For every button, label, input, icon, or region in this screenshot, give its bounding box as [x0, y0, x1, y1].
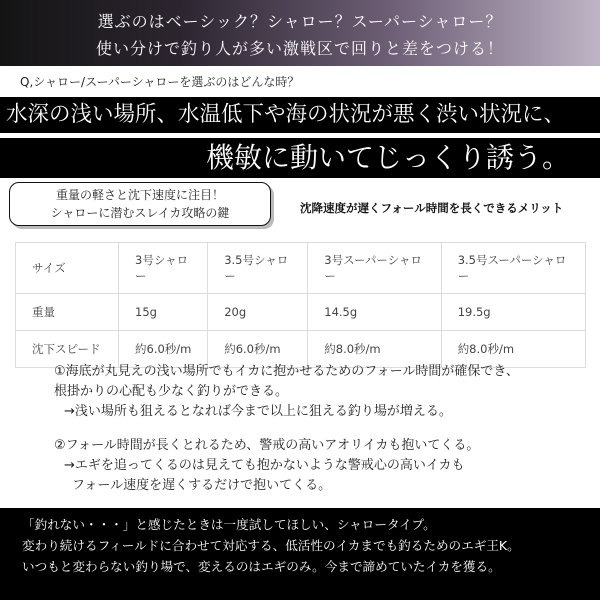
merit-notes — [54, 362, 519, 496]
callout-line-2: シャローに潜むスレイカ攻略の鍵 — [50, 206, 230, 220]
note-2-line-1: ②フォール時間が長くとれるため、警戒の高いアオリイカも抱いてくる。 — [54, 438, 480, 453]
note-1-line-2: 根掛かりの心配も少なく釣りができる。 — [54, 384, 289, 399]
note-2-line-2: →エギを追ってくるのは見えても抱かないような警戒心の高いイカも — [64, 458, 465, 473]
table-header-cell: 3.5号スーパーシャロー — [441, 243, 585, 294]
callout-line-1: 重量の軽さと沈下速度に注目！ — [55, 188, 224, 202]
table-header-cell: サイズ — [16, 243, 119, 294]
footer-band — [0, 508, 600, 600]
table-cell: 14.5g — [308, 294, 441, 331]
footer-line-3: いつもと変わらない釣り場で、変えるのはエギのみ。今まで諦めていたイカを獲る。 — [22, 559, 501, 574]
table-cell: 沈下スピード — [16, 331, 119, 368]
header-banner — [0, 0, 600, 66]
note-1-line-1: ①海底が丸見えの浅い場所でもイカに抱かせるためのフォール時間が確保でき、 — [54, 364, 519, 379]
table-header-row — [16, 243, 586, 294]
table-header-cell: 3号スーパーシャロー — [308, 243, 441, 294]
table-cell: 約8.0秒/m — [308, 331, 441, 368]
note-1-line-3: →浅い場所も狙えるとなれば今まで以上に狙える釣り場が増える。 — [64, 404, 452, 419]
header-line-1: 選ぶのはベーシック？シャロー？スーパーシャロー？ — [97, 12, 503, 31]
merit-heading: 沈降速度が遅くフォール時間を長くできるメリット — [300, 201, 564, 215]
spec-table — [15, 242, 586, 368]
footer-line-1: 「釣れない・・・」と感じたときは一度試してほしい、シャロータイプ。 — [22, 517, 436, 532]
table-cell: 約6.0秒/m — [208, 331, 308, 368]
table-cell: 約8.0秒/m — [441, 331, 585, 368]
table-cell: 15g — [119, 294, 208, 331]
table-cell: 20g — [208, 294, 308, 331]
table-header-cell: 3.5号シャロー — [208, 243, 308, 294]
table-cell: 約6.0秒/m — [119, 331, 208, 368]
footer-line-2: 変わり続けるフィールドに合わせて対応する、低活性のイカまでも釣るためのエギ王K。 — [22, 538, 520, 553]
header-line-2: 使い分けで釣り人が多い激戦区で回りと差をつける！ — [95, 39, 504, 58]
note-spacer — [54, 422, 519, 436]
table-cell: 19.5g — [441, 294, 585, 331]
note-2-line-3: フォール速度を遅くするだけで抱いてくる。 — [72, 478, 332, 493]
headline-band-1: 水深の浅い場所、水温低下や海の状況が悪く渋い状況に、 — [0, 97, 600, 133]
headline-band-2: 機敏に動いてじっくり誘う。 — [0, 138, 600, 178]
table-cell: 重量 — [16, 294, 119, 331]
table-header-cell: 3号シャロー — [119, 243, 208, 294]
callout-box — [9, 182, 271, 226]
table-row — [16, 294, 586, 331]
question-text: Q,シャロー/スーパーシャローを選ぶのはどんな時？ — [20, 75, 300, 89]
